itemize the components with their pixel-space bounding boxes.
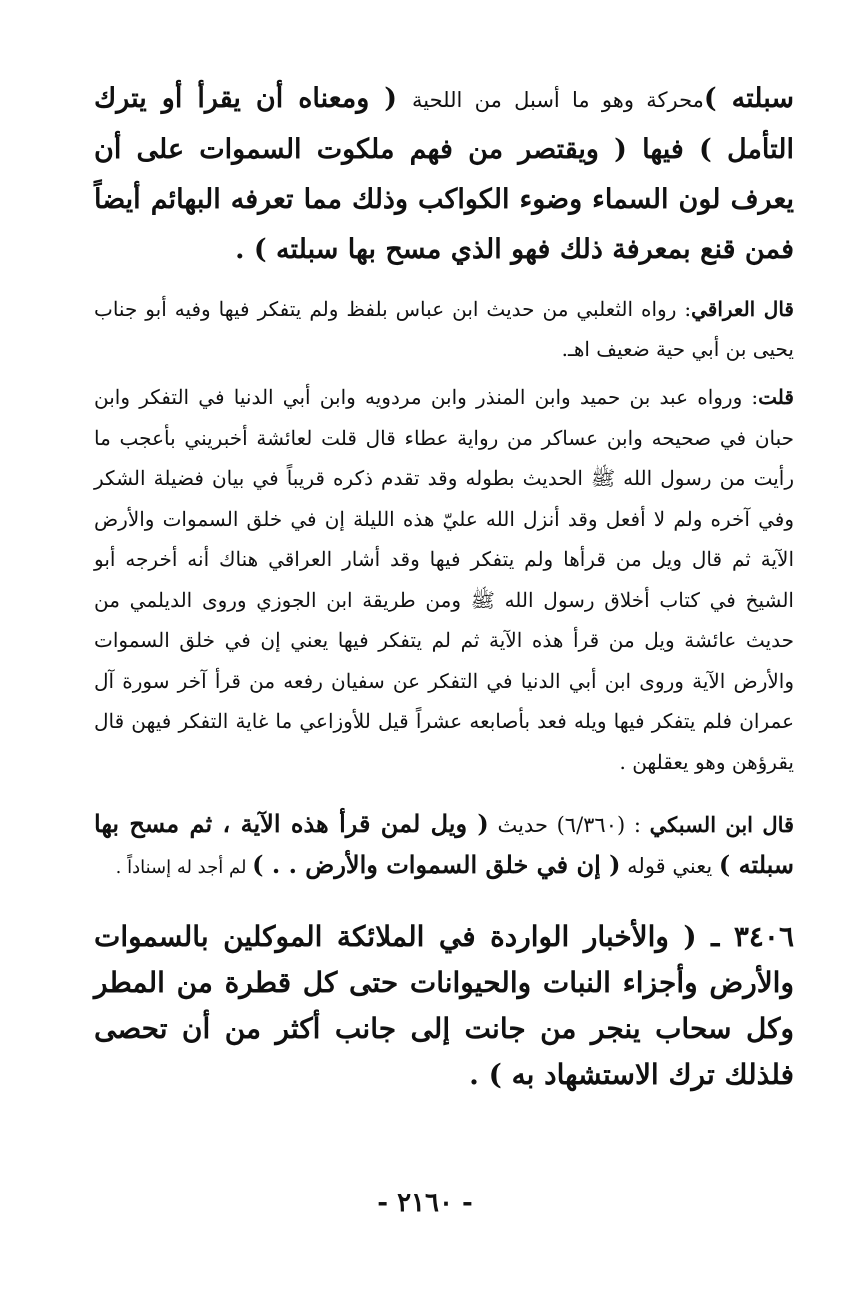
iraqi-note-text: : رواه الثعلبي من حديث ابن عباس بلفظ ولم يتفكر فيها وفيه أبو جناب يحيى بن أبي حية ضعيف اهـ. [94,297,794,361]
paragraph-1-lead: سبلته ) [703,83,794,114]
subki-ref: : (٦/٣٦٠) حديث [488,813,650,837]
subki-verse: ( إن في خلق السموات والأرض . . ) [252,850,621,879]
iraqi-note-paragraph [94,289,794,369]
subki-label: قال ابن السبكي [649,812,795,837]
subki-paragraph [94,804,794,888]
paragraph-1-bold-text: ( ومعناه أن يقرأ أو يترك التأمل ) فيها ( ويقتصر من فهم ملكوت السموات على أن يعرف لون السماء وضوء الكواكب وذلك مما تعرفه البهائم أيضاً فمن قنع بمعرفة ذلك فهو الذي مسح بها سبلته ) . [94,83,794,265]
subki-mid: يعني قوله [620,854,719,878]
page-number: - ٢١٦٠ - [377,1188,473,1218]
commentary-paragraph-1 [94,74,794,275]
paragraph-1-regular-text: محركة وهو ما أسبل من اللحية [411,88,704,112]
qultu-text: : ورواه عبد بن حميد وابن المنذر وابن مردويه وابن أبي الدنيا في التفكر وابن حبان في صحيحه وابن عساكر من رواية عطاء قال قلت لعائشة أخبريني بأعجب ما رأيت من رسول الله ﷺ الحديث بطوله وقد تقدم ذكره قريباً في بيان فضيلة الشكر وفي آخره ولم لا أفعل وقد أنزل الله عليّ هذه الليلة إن في خلق السموات والأرض الآية ثم قال ويل من قرأها ولم يتفكر فيها وقد أشار العراقي هناك أنه أخرجه أبو الشيخ في كتاب أخلاق رسول الله ﷺ ومن طريقة ابن الجوزي وروى الديلمي من حديث عائشة ويل من قرأ هذه الآية ثم لم يتفكر فيها يعني إن في خلق السموات والأرض الآية وروى ابن أبي الدنيا في التفكر عن سفيان رفعه من قرأ آخر سورة آل عمران فلم يتفكر فيها ويله فعد بأصابعه عشراً قيل للأوزاعي ما غاية التفكر فيهن قال يقرؤهن وهو يعقلهن . [94,385,794,774]
qultu-paragraph [94,377,794,782]
iraqi-label: قال العراقي [691,297,794,321]
qultu-label: قلت [758,385,794,409]
entry-3406-paragraph: ٣٤٠٦ ـ ( والأخبار الواردة في الملائكة الموكلين بالسموات والأرض وأجزاء النبات والحيوانات حتى كل قطرة من المطر وكل سحاب ينجر من جانت إلى جانب أكثر من أن تحصى فلذلك ترك الاستشهاد به ) . [94,920,794,1091]
subki-tail: لم أجد له إسناداً . [115,857,253,878]
subki-hadith: ( ويل لمن قرأ هذه الآية ، ثم مسح بها سبلته ) [94,809,794,879]
